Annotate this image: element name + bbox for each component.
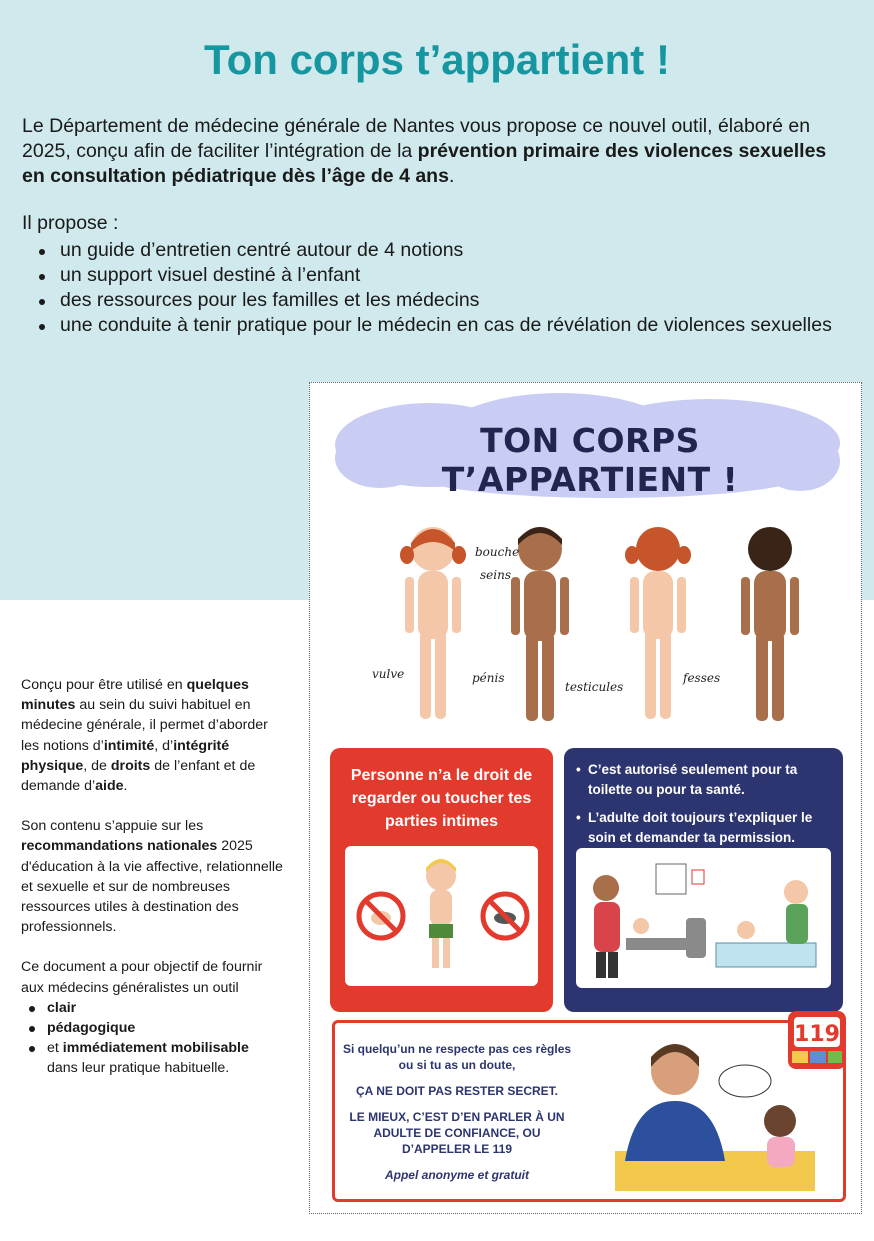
list-item: des ressources pour les familles et les médecins: [22, 288, 852, 313]
label-vulve: vulve: [372, 667, 405, 681]
no-touch-icon: [359, 894, 403, 938]
label-testicules: testicules: [565, 680, 624, 694]
help-box: [332, 1020, 846, 1202]
intro-text: Le Département de médecine générale de Nantes vous propose ce nouvel outil, élaboré en 2025, conçu afin de faciliter l’intégration de la: [22, 115, 811, 162]
child-figure-boy-back: [720, 521, 820, 731]
list-item: pédagogique: [21, 1018, 283, 1038]
rule-box-red: [330, 748, 553, 1012]
propose-label: Il propose :: [22, 212, 119, 234]
help-line-1: Si quelqu’un ne respecte pas ces règles ou si tu as un doute,: [342, 1042, 572, 1072]
list-item: • L’adulte doit toujours t’expliquer le soin et demander ta permission.: [576, 808, 834, 848]
badge-number: 119: [794, 1022, 840, 1047]
bathtub-illustration: [716, 880, 816, 967]
feature-list: [22, 238, 852, 338]
label-seins: seins: [480, 568, 511, 582]
label-penis: pénis: [472, 671, 505, 685]
no-look-icon: [483, 894, 527, 938]
label-fesses: fesses: [683, 671, 721, 685]
119-badge: [786, 1009, 848, 1071]
help-line-2: ÇA NE DOIT PAS RESTER SECRET.: [355, 1084, 559, 1098]
help-line-3: LE MIEUX, C’EST D’EN PARLER À UN ADULTE DE CONFIANCE, OU D’APPELER LE 119: [349, 1110, 565, 1156]
list-item: une conduite à tenir pratique pour le médecin en cas de révélation de violences sexuelles: [22, 313, 852, 338]
list-item: clair: [21, 998, 283, 1018]
list-item: • C’est autorisé seulement pour ta toilette ou pour ta santé.: [576, 760, 834, 800]
rule-title: Personne n’a le droit de regarder ou toucher tes parties intimes: [350, 767, 533, 830]
illustration-panel: [576, 848, 831, 988]
child-illustration: [426, 859, 456, 968]
intro-bold-text: prévention primaire des violences sexuelles en consultation pédiatrique dès l’âge de 4 ans: [22, 140, 827, 187]
illustration-panel: [345, 846, 538, 986]
intro-paragraph: [22, 114, 852, 189]
label-bouche: bouche: [475, 545, 520, 559]
page-title: Ton corps t’appartient !: [204, 36, 670, 83]
doctor-illustration: [593, 875, 620, 978]
list-item: un guide d’entretien centré autour de 4 notions: [22, 238, 852, 263]
poster-title: TON CORPS T’APPARTIENT !: [441, 421, 739, 499]
poster-image: [309, 382, 862, 1214]
help-line-4: Appel anonyme et gratuit: [384, 1168, 530, 1182]
eye-chart-icon: [656, 864, 704, 894]
side-list: [21, 998, 283, 1079]
child-figure-girl-front: [385, 521, 485, 731]
list-item: un support visuel destiné à l’enfant: [22, 263, 852, 288]
rule-box-blue: [564, 748, 843, 1012]
exam-table: [626, 918, 706, 958]
side-paragraph-3: Ce document a pour objectif de fournir aux médecins généralistes un outil: [21, 959, 263, 996]
side-paragraph-2: Son contenu s’appuie sur les recommandations nationales 2025 d'éducation à la vie affective, relationnelle et sexuelle et sur de nombreuses ressources utiles à destination des professionnels.: [21, 818, 283, 936]
side-description: [21, 675, 283, 1079]
list-item: et immédiatement mobilisable dans leur pratique habituelle.: [21, 1038, 283, 1078]
child-figure-girl-back: [610, 521, 710, 731]
help-text: [341, 1041, 573, 1183]
intro-end: .: [448, 165, 455, 187]
side-paragraph-1: Conçu pour être utilisé en quelques minutes au sein du suivi habituel en médecine générale, il permet d’aborder les notions d’intimité, d’intégrité physique, de droits de l’enfant et de demande d’aide.: [21, 677, 268, 795]
rule-list: [576, 760, 834, 856]
